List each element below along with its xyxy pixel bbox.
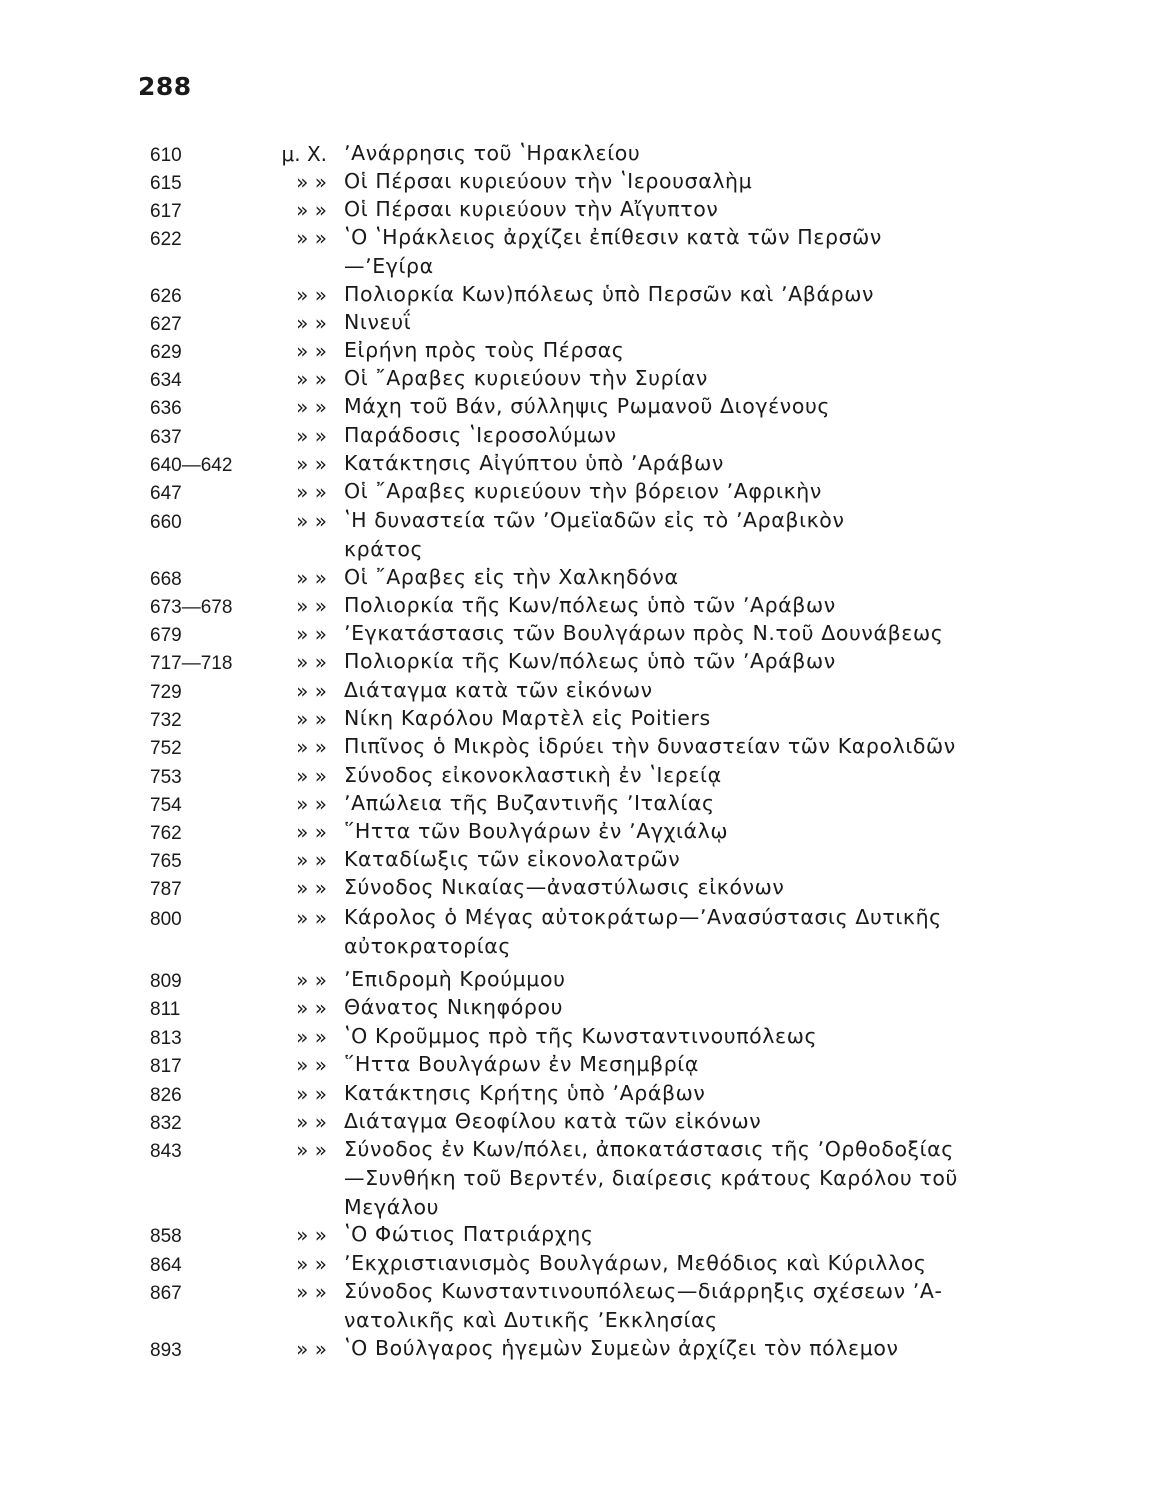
entry-era: » »	[296, 707, 327, 731]
entry-text: Σύνοδος εἰκονοκλαστικὴ ἐν ʽΙερείᾳ	[344, 763, 722, 787]
entry-text-continuation: —ʼΕγίρα	[344, 254, 434, 278]
entry-text: Πολιορκία Κων)πόλεως ὑπὸ Περσῶν καὶ ʼΑβάρων	[344, 282, 875, 306]
entry-text-continuation: κράτος	[344, 537, 424, 561]
entry-era: » »	[296, 996, 327, 1020]
entry-text: ʼΑνάρρησις τοῦ ʽΗρακλείου	[344, 141, 641, 165]
entry-text: Οἱ ῎Αραβες εἰς τὴν Χαλκηδόνα	[344, 565, 679, 589]
entry-text: Καταδίωξις τῶν εἰκονολατρῶν	[344, 847, 681, 871]
entry-year: 765	[150, 851, 182, 872]
entry-era: » »	[296, 764, 327, 788]
entry-era: » »	[296, 1138, 327, 1162]
entry-era: » »	[296, 1280, 327, 1304]
entry-text-line: ʽΟ ʽΗράκλειος ἀρχίζει ἐπίθεσιν κατὰ τῶν Περσῶν	[344, 225, 882, 249]
entry-year: 615	[150, 173, 182, 194]
entry-text: Κατάκτησις Αἰγύπτου ὑπὸ ʼΑράβων	[344, 451, 724, 475]
entry-year: 673—678	[150, 597, 233, 618]
entry-era: » »	[296, 622, 327, 646]
entry-text: ʼΕγκατάστασις τῶν Βουλγάρων πρὸς Ν.τοῦ Δουνάβεως	[344, 621, 944, 645]
entry-text: Μάχη τοῦ Βάν, σύλληψις Ρωμανοῦ Διογένους	[344, 394, 831, 418]
entry-year: 636	[150, 398, 182, 419]
entry-text: Πολιορκία τῆς Κων/πόλεως ὑπὸ τῶν ʼΑράβων	[344, 593, 836, 617]
entry-year: 787	[150, 879, 182, 900]
entry-year: 626	[150, 286, 182, 307]
entry-year: 762	[150, 823, 182, 844]
entry-text: Πολιορκία τῆς Κων/πόλεως ὑπὸ τῶν ʼΑράβων	[344, 649, 836, 673]
entry-text	[344, 1135, 1064, 1222]
entry-year: 864	[150, 1255, 182, 1276]
entry-era: » »	[296, 226, 327, 250]
entry-text: Οἱ Πέρσαι κυριεύουν τὴν Αἴγυπτον	[344, 197, 719, 221]
entry-text-continuation: Μεγάλου	[344, 1195, 440, 1219]
entry-text-continuation: νατολικῆς καὶ Δυτικῆς ʼΕκκλησίας	[344, 1308, 718, 1332]
entry-era: » »	[296, 848, 327, 872]
entry-era: » »	[296, 820, 327, 844]
entry-text-line: ʽΗ δυναστεία τῶν ʼΟμεϊαδῶν εἰς τὸ ʼΑραβικὸν	[344, 508, 845, 532]
entry-text: Διάταγμα Θεοφίλου κατὰ τῶν εἰκόνων	[344, 1109, 762, 1133]
entry-text	[344, 1277, 1064, 1335]
entry-text-line: Σύνοδος ἐν Κων/πόλει, ἀποκατάστασις τῆς ʼΟρθοδοξίας	[344, 1137, 954, 1161]
entry-text-line: Σύνοδος Κωνσταντινουπόλεως—διάρρηξις σχέσεων ʼΑ-	[344, 1279, 943, 1303]
entry-era: » »	[296, 480, 327, 504]
entry-year: 800	[150, 909, 182, 930]
entry-era: » »	[296, 906, 327, 930]
entry-text: Διάταγμα κατὰ τῶν εἰκόνων	[344, 678, 653, 702]
entry-text: Θάνατος Νικηφόρου	[344, 995, 564, 1019]
entry-text: ʽΟ Κροῦμμος πρὸ τῆς Κωνσταντινουπόλεως	[344, 1024, 818, 1048]
entry-text	[344, 903, 1064, 961]
entry-text: Οἱ ῎Αραβες κυριεύουν τὴν Συρίαν	[344, 366, 708, 390]
entry-year: 679	[150, 625, 182, 646]
entry-text-continuation: αὐτοκρατορίας	[344, 934, 512, 958]
entry-era: » »	[296, 367, 327, 391]
entry-era: » »	[296, 283, 327, 307]
entry-era: μ. Χ.	[281, 142, 327, 166]
entry-text: ʼΑπώλεια τῆς Βυζαντινῆς ʼΙταλίας	[344, 791, 715, 815]
entry-text-line: Κάρολος ὁ Μέγας αὐτοκράτωρ—ʼΑνασύστασις Δυτικῆς	[344, 905, 942, 929]
entry-era: » »	[296, 566, 327, 590]
entry-text: ʽΟ Φώτιος Πατριάρχης	[344, 1222, 594, 1246]
entry-year: 732	[150, 710, 182, 731]
page-number: 288	[138, 72, 192, 101]
entry-year: 826	[150, 1085, 182, 1106]
entry-era: » »	[296, 509, 327, 533]
entry-year: 753	[150, 767, 182, 788]
entry-text: Σύνοδος Νικαίας—ἀναστύλωσις εἰκόνων	[344, 875, 785, 899]
entry-text: ῞Ηττα Βουλγάρων ἐν Μεσημβρίᾳ	[344, 1052, 699, 1076]
entry-text: Οἱ ῎Αραβες κυριεύουν τὴν βόρειον ʼΑφρικὴν	[344, 479, 822, 503]
entry-text: Παράδοσις ʽΙεροσολύμων	[344, 423, 617, 447]
entry-year: 811	[150, 999, 181, 1020]
entry-text: ῞Ηττα τῶν Βουλγάρων ἐν ʼΑγχιάλῳ	[344, 819, 729, 843]
entry-text: ʽΟ Βούλγαρος ἡγεμὼν Συμεὼν ἀρχίζει τὸν πόλεμον	[344, 1336, 899, 1360]
entry-era: » »	[296, 1337, 327, 1361]
entry-era: » »	[296, 650, 327, 674]
entry-era: » »	[296, 876, 327, 900]
entry-year: 729	[150, 682, 182, 703]
entry-era: » »	[296, 792, 327, 816]
entry-era: » »	[296, 1223, 327, 1247]
entry-era: » »	[296, 170, 327, 194]
entry-year: 893	[150, 1340, 182, 1361]
entry-era: » »	[296, 395, 327, 419]
entry-text: Εἰρήνη πρὸς τοὺς Πέρσας	[344, 338, 625, 362]
entry-year: 622	[150, 229, 182, 250]
entry-era: » »	[296, 198, 327, 222]
entry-year: 717—718	[150, 653, 233, 674]
entry-era: » »	[296, 452, 327, 476]
entry-text	[344, 506, 1064, 564]
entry-era: » »	[296, 1053, 327, 1077]
entry-year: 832	[150, 1113, 182, 1134]
entry-era: » »	[296, 1110, 327, 1134]
entry-text: Νίκη Καρόλου Μαρτὲλ εἰς Poitiers	[344, 706, 711, 730]
entry-year: 647	[150, 483, 182, 504]
entry-era: » »	[296, 679, 327, 703]
entry-year: 637	[150, 427, 182, 448]
entry-year: 867	[150, 1283, 182, 1304]
entry-era: » »	[296, 594, 327, 618]
entry-text: Κατάκτησις Κρήτης ὑπὸ ʼΑράβων	[344, 1081, 706, 1105]
entry-text-continuation: —Συνθήκη τοῦ Βερντέν, διαίρεσις κράτους Καρόλου τοῦ	[344, 1166, 958, 1190]
entry-era: » »	[296, 311, 327, 335]
entry-text: Πιπῖνος ὁ Μικρὸς ἱδρύει τὴν δυναστείαν τῶν Καρολιδῶν	[344, 734, 956, 758]
entry-year: 634	[150, 370, 182, 391]
entry-year: 617	[150, 201, 182, 222]
entry-text	[344, 223, 1064, 281]
entry-era: » »	[296, 1252, 327, 1276]
entry-year: 627	[150, 314, 182, 335]
entry-year: 660	[150, 512, 182, 533]
entry-era: » »	[296, 339, 327, 363]
entry-year: 858	[150, 1226, 182, 1247]
entry-year: 813	[150, 1028, 182, 1049]
entry-year: 752	[150, 738, 182, 759]
entry-year: 809	[150, 971, 182, 992]
entry-year: 843	[150, 1141, 182, 1162]
entry-year: 754	[150, 795, 182, 816]
entry-era: » »	[296, 1025, 327, 1049]
entry-era: » »	[296, 968, 327, 992]
entry-text: ʼΕπιδρομὴ Κρούμμου	[344, 967, 566, 991]
entry-text: ʼΕκχριστιανισμὸς Βουλγάρων, Μεθόδιος καὶ Κύριλλος	[344, 1251, 927, 1275]
entry-text: Οἱ Πέρσαι κυριεύουν τὴν ʽΙερουσαλὴμ	[344, 169, 753, 193]
entry-era: » »	[296, 735, 327, 759]
entry-text: Νινευΐ	[344, 310, 412, 334]
entry-year: 610	[150, 145, 182, 166]
entry-era: » »	[296, 424, 327, 448]
entry-era: » »	[296, 1082, 327, 1106]
entry-year: 817	[150, 1056, 182, 1077]
entry-year: 640—642	[150, 455, 233, 476]
entry-year: 668	[150, 569, 182, 590]
entry-year: 629	[150, 342, 182, 363]
